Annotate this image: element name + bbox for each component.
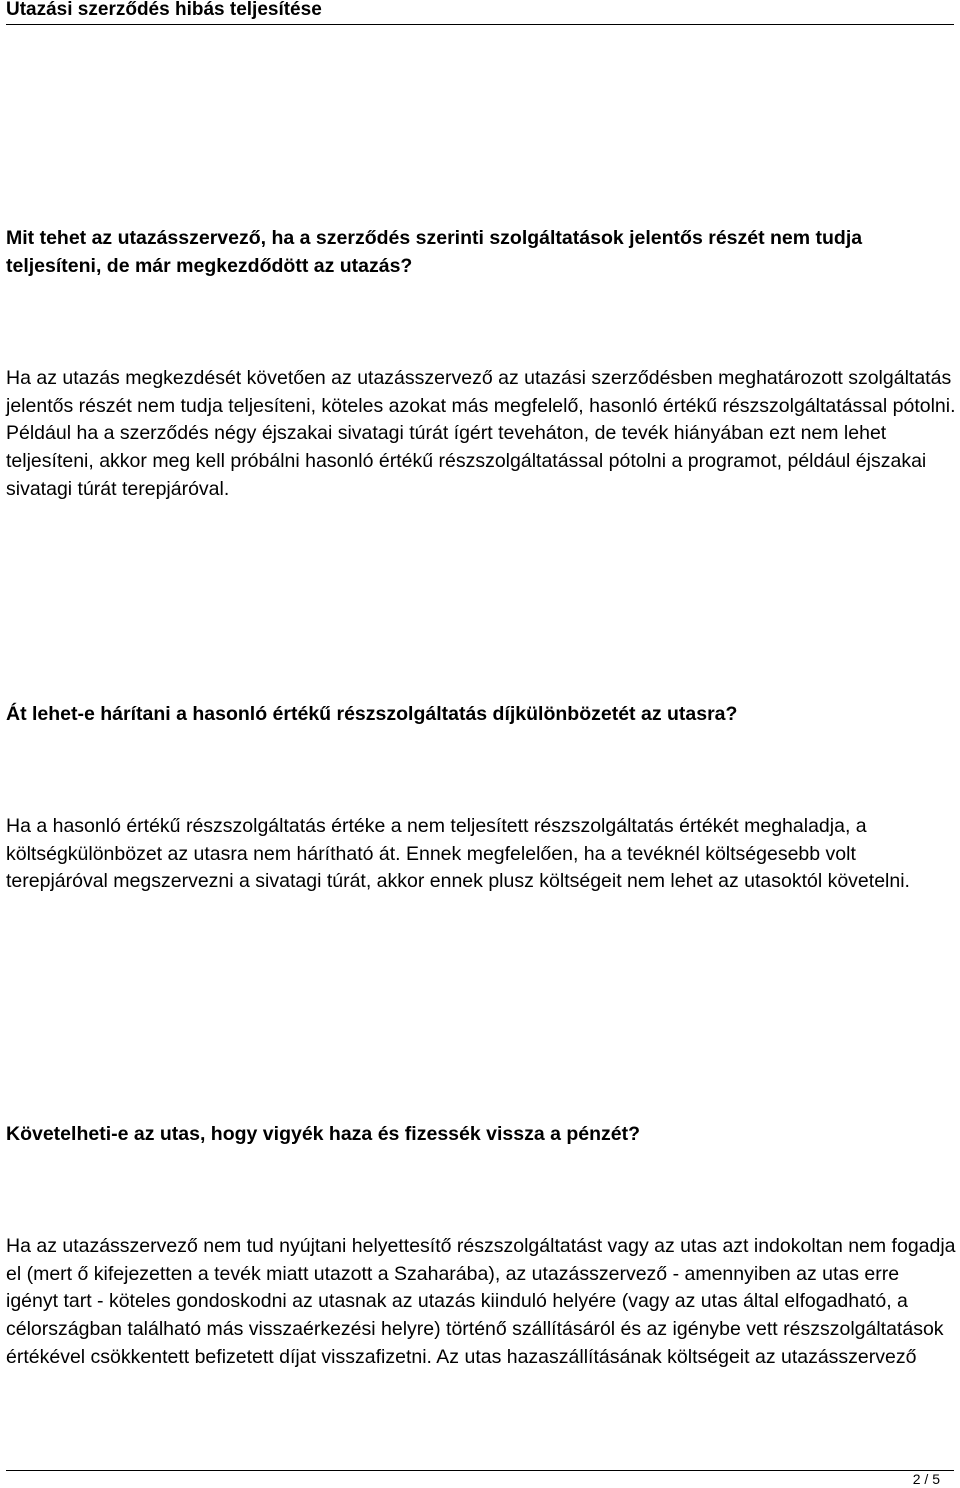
section-answer-2: Ha a hasonló értékű részszolgáltatás értéke a nem teljesített részszolgáltatás értékét meghaladja, a költségkülönbözet az utasra nem hárítható át. Ennek megfelelően, ha a tevéknél költségesebb volt terepjáróval megszervezni a sivatagi túrát, akkor ennek plusz költségeit nem lehet az utasoktól követelni. — [6, 815, 910, 893]
document-title: Utazási szerződés hibás teljesítése — [6, 0, 322, 20]
section-question-3: Követelheti-e az utas, hogy vigyék haza és fizessék vissza a pénzét? — [6, 1123, 641, 1145]
section-question-1: Mit tehet az utazásszervező, ha a szerződés szerinti szolgáltatások jelentős részét nem tudja teljesíteni, de már megkezdődött az utazás? — [6, 227, 863, 277]
section-answer-3: Ha az utazásszervező nem tud nyújtani helyettesítő részszolgáltatást vagy az utas azt indokoltan nem fogadja el (mert ő kifejezetten a tevék miatt utazott a Szaharába), az utazásszervező - amennyiben az utas erre igényt tart - köteles gondoskodni az utasnak az utazás kiinduló helyére (vagy az utas által elfogadható, a célországban található más visszaérkezési helyre) történő szállításáról és az igénybe vett részszolgáltatások értékével csökkentett befizetett díjat visszafizetni. Az utas hazaszállításának költségeit az utazásszervező — [6, 1235, 956, 1368]
section-answer-1: Ha az utazás megkezdését követően az utazásszervező az utazási szerződésben meghatározott szolgáltatás jelentős részét nem tudja teljesíteni, köteles azokat más megfelelő, hasonló értékű részszolgáltatással pótolni. Például ha a szerződés négy éjszakai sivatagi túrát ígért teveháton, de tevék hiányában ezt nem lehet teljesíteni, akkor meg kell próbálni hasonló értékű részszolgáltatással pótolni a programot, például éjszakai sivatagi túrát terepjáróval. — [6, 367, 956, 500]
document-header — [6, 0, 954, 25]
document-footer — [6, 1470, 954, 1488]
section-question-2: Át lehet-e hárítani a hasonló értékű részszolgáltatás díjkülönbözetét az utasra? — [6, 703, 738, 725]
page-number: 2 / 5 — [912, 1471, 940, 1487]
